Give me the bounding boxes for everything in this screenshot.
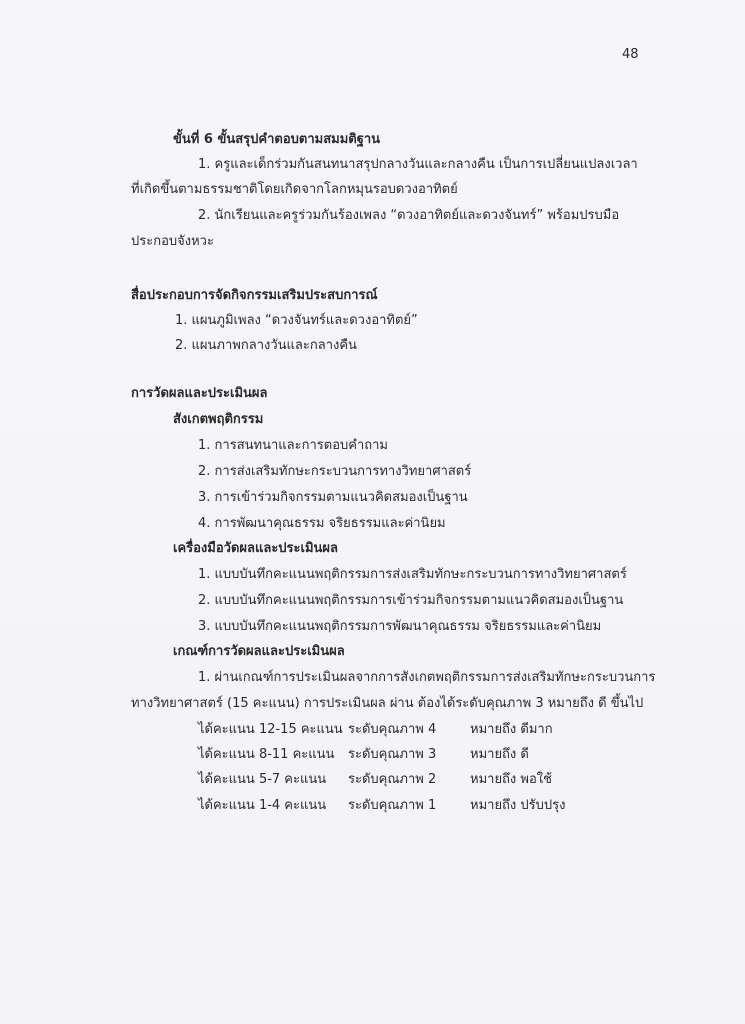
observe-item-4: 4. การพัฒนาคุณธรรม จริยธรรมและค่านิยม	[198, 516, 446, 531]
criteria-score: ได้คะแนน 5-7 คะแนน	[198, 772, 327, 787]
criteria-meaning: หมายถึง ดีมาก	[470, 722, 553, 737]
media-item-1: 1. แผนภูมิเพลง “ดวงจันทร์และดวงอาทิตย์”	[175, 313, 418, 328]
criteria-row	[198, 746, 529, 764]
tools-item-1: 1. แบบบันทึกคะแนนพฤติกรรมการส่งเสริมทักษะกระบวนการทางวิทยาศาสตร์	[198, 567, 627, 582]
step6-item-2-line2: ประกอบจังหวะ	[131, 234, 214, 249]
step6-item-1-line1: 1. ครูและเด็กร่วมกันสนทนาสรุปกลางวันและกลางคืน เป็นการเปลี่ยนแปลงเวลา	[198, 157, 638, 172]
observe-item-1: 1. การสนทนาและการตอบคำถาม	[198, 438, 388, 453]
tools-heading: เครื่องมือวัดผลและประเมินผล	[173, 541, 339, 556]
criteria-level: ระดับคุณภาพ 4	[348, 722, 437, 737]
observe-heading: สังเกตพฤติกรรม	[173, 412, 264, 427]
criteria-meaning: หมายถึง ดี	[470, 747, 529, 762]
criteria-meaning: หมายถึง พอใช้	[470, 772, 552, 787]
criteria-line-2: ทางวิทยาศาสตร์ (15 คะแนน) การประเมินผล ผ่าน ต้องได้ระดับคุณภาพ 3 หมายถึง ดี ขึ้นไป	[131, 696, 644, 711]
criteria-row	[198, 797, 565, 815]
criteria-level: ระดับคุณภาพ 2	[348, 772, 437, 787]
media-heading: สื่อประกอบการจัดกิจกรรมเสริมประสบการณ์	[131, 288, 378, 303]
criteria-level: ระดับคุณภาพ 3	[348, 747, 437, 762]
criteria-row	[198, 771, 552, 789]
observe-item-3: 3. การเข้าร่วมกิจกรรมตามแนวคิดสมองเป็นฐาน	[198, 490, 468, 505]
page-number: 48	[622, 47, 639, 62]
observe-item-2: 2. การส่งเสริมทักษะกระบวนการทางวิทยาศาสตร์	[198, 464, 472, 479]
step6-heading: ขั้นที่ 6 ขั้นสรุปคำตอบตามสมมติฐาน	[173, 132, 381, 147]
criteria-score: ได้คะแนน 1-4 คะแนน	[198, 798, 327, 813]
step6-item-1-line2: ที่เกิดขึ้นตามธรรมชาติโดยเกิดจากโลกหมุนรอบดวงอาทิตย์	[131, 182, 458, 197]
criteria-row	[198, 721, 553, 739]
tools-item-2: 2. แบบบันทึกคะแนนพฤติกรรมการเข้าร่วมกิจกรรมตามแนวคิดสมองเป็นฐาน	[198, 593, 624, 608]
media-item-2: 2. แผนภาพกลางวันและกลางคืน	[175, 338, 357, 353]
criteria-level: ระดับคุณภาพ 1	[348, 798, 437, 813]
step6-item-2-line1: 2. นักเรียนและครูร่วมกันร้องเพลง “ดวงอาทิตย์และดวงจันทร์” พร้อมปรบมือ	[198, 208, 620, 223]
evaluation-heading: การวัดผลและประเมินผล	[131, 386, 268, 401]
criteria-heading: เกณฑ์การวัดผลและประเมินผล	[173, 644, 345, 659]
tools-item-3: 3. แบบบันทึกคะแนนพฤติกรรมการพัฒนาคุณธรรม จริยธรรมและค่านิยม	[198, 619, 602, 634]
criteria-meaning: หมายถึง ปรับปรุง	[470, 798, 566, 813]
criteria-score: ได้คะแนน 8-11 คะแนน	[198, 747, 335, 762]
criteria-score: ได้คะแนน 12-15 คะแนน	[198, 722, 343, 737]
criteria-line-1: 1. ผ่านเกณฑ์การประเมินผลจากการสังเกตพฤติกรรมการส่งเสริมทักษะกระบวนการ	[198, 670, 656, 685]
